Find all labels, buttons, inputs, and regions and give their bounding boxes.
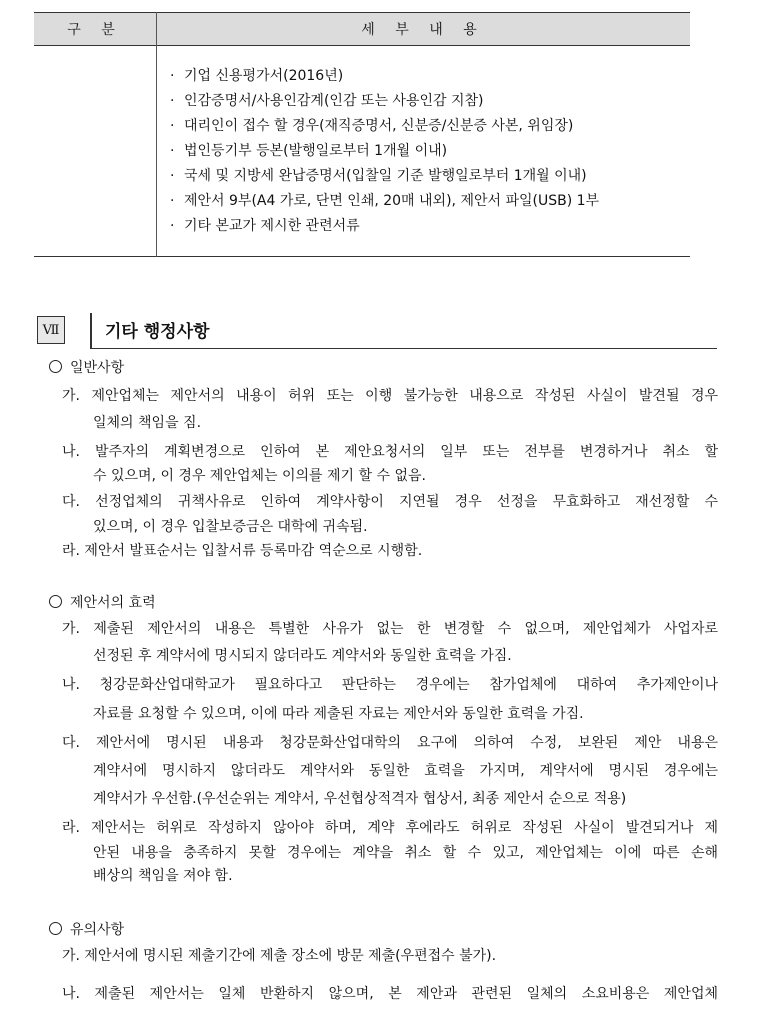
general-item-da-cont: 있으며, 이 경우 입찰보증금은 대학에 귀속됨. xyxy=(93,519,368,535)
list-item: · 국세 및 지방세 완납증명서(입찰일 기준 발행일로부터 1개월 이내) xyxy=(170,164,599,189)
notes-item-na: 나. 제출된 제안서는 일체 반환하지 않으며, 본 제안과 관련된 일체의 소요비용은 제안업체 xyxy=(62,986,718,1002)
notes-item-ga: 가. 제안서에 명시된 제출기간에 제출 장소에 방문 제출(우편접수 불가). xyxy=(62,948,497,964)
bullet-mark: · xyxy=(170,93,175,109)
section-number: Ⅶ xyxy=(37,316,65,344)
bullet-mark: · xyxy=(170,193,175,209)
effect-item-na-cont: 자료를 요청할 수 있으며, 이에 따라 제출된 자료는 제안서와 동일한 효력을 가짐. xyxy=(93,706,584,722)
effect-item-ga-cont: 선정된 후 계약서에 명시되지 않더라도 계약서와 동일한 효력을 가짐. xyxy=(93,648,512,664)
list-item: · 인감증명서/사용인감계(인감 또는 사용인감 지참) xyxy=(170,89,599,114)
effect-heading: 제안서의 효력 xyxy=(49,593,156,613)
effect-item-na: 나. 청강문화산업대학교가 필요하다고 판단하는 경우에는 참가업체에 대하여 추가제안이나 xyxy=(62,677,718,693)
general-item-ga-cont: 일체의 책임을 짐. xyxy=(93,415,202,431)
general-item-ga: 가. 제안업체는 제안서의 내용이 허위 또는 이행 불가능한 내용으로 작성된 사실이 발견될 경우 xyxy=(62,388,718,404)
required-documents-table xyxy=(34,12,690,257)
circle-bullet-icon xyxy=(49,595,62,608)
effect-item-da: 다. 제안서에 명시된 내용과 청강문화산업대학의 요구에 의하여 수정, 보완된 제안 내용은 xyxy=(62,735,718,751)
bullet-mark: · xyxy=(170,218,175,234)
general-item-da: 다. 선정업체의 귀책사유로 인하여 계약사항이 지연될 경우 선정을 무효화하고 재선정할 수 xyxy=(62,494,718,510)
bullet-mark: · xyxy=(170,118,175,134)
list-item: · 기업 신용평가서(2016년) xyxy=(170,64,599,89)
effect-item-da-cont: 계약서에 명시하지 않더라도 계약서와 동일한 효력을 가지며, 계약서에 명시된 경우에는 xyxy=(93,763,718,779)
effect-item-ra: 라. 제안서는 허위로 작성하지 않아야 하며, 계약 후에라도 허위로 작성된 사실이 발견되거나 제 xyxy=(62,820,718,836)
header-detail: 세 부 내 용 xyxy=(361,22,485,38)
general-item-na-cont: 수 있으며, 이 경우 제안업체는 이의를 제기 할 수 없음. xyxy=(93,468,426,484)
effect-item-ga: 가. 제출된 제안서의 내용은 특별한 사유가 없는 한 변경할 수 없으며, 제안업체가 사업자로 xyxy=(62,621,718,637)
section-header xyxy=(37,313,717,349)
circle-bullet-icon xyxy=(49,922,62,935)
effect-item-ra-cont: 안된 내용을 충족하지 못할 경우에는 계약을 취소 할 수 있고, 제안업체는 이에 따른 손해 xyxy=(93,845,718,861)
circle-bullet-icon xyxy=(49,360,62,373)
bullet-mark: · xyxy=(170,68,175,84)
section-divider xyxy=(90,313,92,349)
general-item-ra: 라. 제안서 발표순서는 입찰서류 등록마감 역순으로 시행함. xyxy=(62,543,423,559)
table-body-row xyxy=(34,46,690,257)
list-item: · 법인등기부 등본(발행일로부터 1개월 이내) xyxy=(170,139,599,164)
list-item: · 대리인이 접수 할 경우(재직증명서, 신분증/신분증 사본, 위임장) xyxy=(170,114,599,139)
list-item: · 기타 본교가 제시한 관련서류 xyxy=(170,214,599,239)
column-divider xyxy=(156,12,157,257)
table-header-row xyxy=(34,12,690,46)
general-item-na: 나. 발주자의 계획변경으로 인하여 본 제안요청서의 일부 또는 전부를 변경하거나 취소 할 xyxy=(62,444,718,460)
document-list xyxy=(170,64,599,239)
section-underline xyxy=(92,348,717,349)
notes-heading: 유의사항 xyxy=(49,920,124,940)
header-category: 구 분 xyxy=(67,22,123,38)
section-title: 기타 행정사항 xyxy=(105,322,210,342)
bullet-mark: · xyxy=(170,168,175,184)
list-item: · 제안서 9부(A4 가로, 단면 인쇄, 20매 내외), 제안서 파일(USB) 1부 xyxy=(170,189,599,214)
bullet-mark: · xyxy=(170,143,175,159)
effect-item-ra-cont2: 배상의 책임을 져야 함. xyxy=(93,868,233,884)
general-heading: 일반사항 xyxy=(49,358,124,378)
effect-item-da-cont2: 계약서가 우선함.(우선순위는 계약서, 우선협상적격자 협상서, 최종 제안서 순으로 적용) xyxy=(93,791,627,807)
